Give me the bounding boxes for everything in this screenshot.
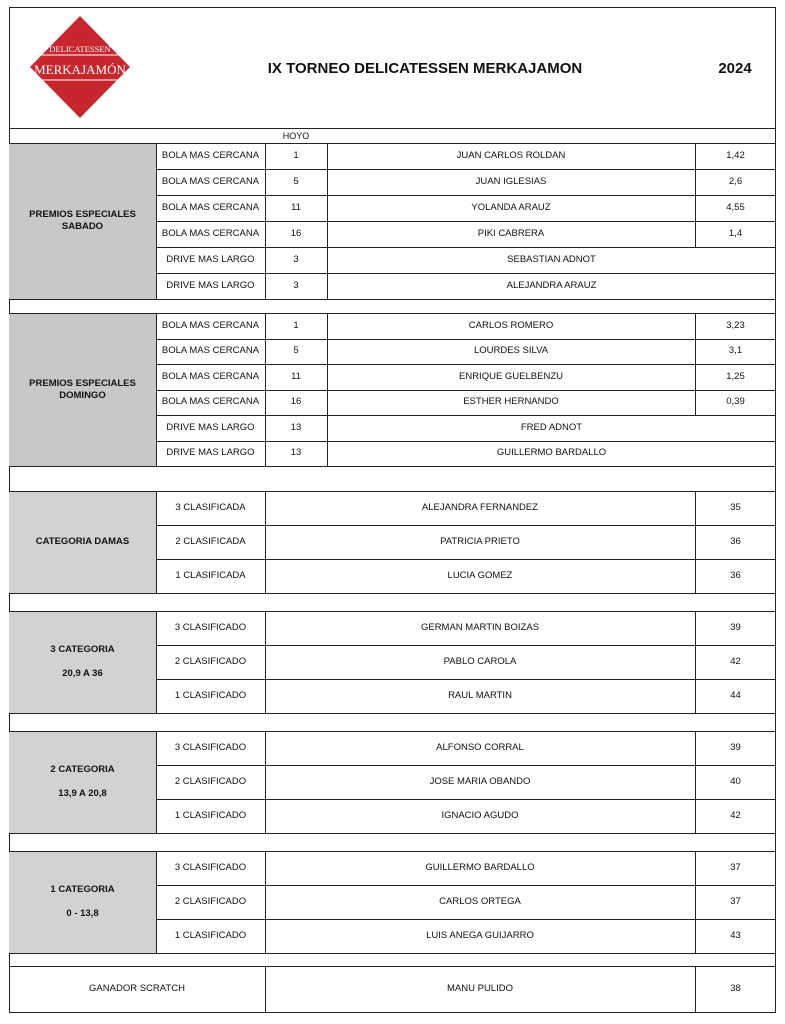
prize-type: DRIVE MAS LARGO [166, 254, 255, 266]
place-label: 2 CLASIFICADO [174, 896, 247, 908]
hole-number: 1 [293, 319, 299, 331]
prize-type: BOLA MAS CERCANA [161, 345, 260, 357]
place-label: 2 CLASIFICADA [175, 536, 246, 548]
section-label-line: 20,9 A 36 [62, 668, 103, 679]
winner-name: JUAN CARLOS ROLDAN [456, 150, 566, 162]
prize-type: BOLA MAS CERCANA [161, 396, 260, 408]
page-title: IX TORNEO DELICATESSEN MERKAJAMON [267, 59, 583, 77]
prize-type: BOLA MAS CERCANA [161, 228, 260, 240]
hole-number: 3 [293, 280, 299, 292]
hole-number: 5 [293, 345, 299, 357]
section-label-line: PREMIOS ESPECIALES [29, 209, 136, 221]
scratch-score: 38 [730, 983, 741, 995]
player-score: 39 [730, 622, 741, 634]
section-label-line: DOMINGO [59, 389, 106, 401]
hoyo-header: HOYO [282, 130, 310, 141]
player-name: PABLO CAROLA [443, 656, 517, 668]
rule-line [695, 390, 696, 416]
player-score: 35 [730, 502, 741, 514]
winner-name: CARLOS ROMERO [468, 319, 554, 331]
player-score: 44 [730, 690, 741, 702]
player-name: ALEJANDRA FERNANDEZ [421, 502, 539, 514]
rule-line [9, 299, 776, 300]
section-label-line: PREMIOS ESPECIALES [29, 377, 136, 389]
hole-number: 3 [293, 254, 299, 266]
hole-number: 13 [290, 447, 302, 459]
place-label: 1 CLASIFICADO [174, 690, 247, 702]
hole-number: 16 [290, 228, 302, 240]
distance-value: 3,23 [726, 319, 745, 331]
player-name: GUILLERMO BARDALLO [425, 862, 535, 874]
hole-number: 11 [291, 370, 301, 382]
player-name: ALFONSO CORRAL [436, 742, 524, 754]
section-label-line: 2 CATEGORIA [50, 764, 115, 776]
prize-type: DRIVE MAS LARGO [166, 421, 255, 433]
merkajamon-logo [28, 14, 132, 120]
rule-line [695, 221, 696, 247]
logo-top-text: DELICATESSEN [49, 44, 111, 54]
distance-value: 2,6 [728, 176, 743, 188]
rule-line [9, 833, 776, 834]
place-label: 3 CLASIFICADO [174, 742, 247, 754]
place-label: 3 CLASIFICADA [175, 502, 246, 514]
distance-value: 3,1 [728, 345, 743, 357]
place-label: 1 CLASIFICADO [174, 810, 247, 822]
rule-line [695, 143, 696, 169]
section-label [9, 731, 156, 833]
winner-name: GUILLERMO BARDALLO [496, 447, 607, 459]
place-label: 3 CLASIFICADO [174, 622, 247, 634]
winner-name: ESTHER HERNANDO [463, 396, 559, 408]
player-score: 42 [730, 810, 741, 822]
player-score: 40 [730, 776, 741, 788]
section-label-line: 13,9 A 20,8 [58, 788, 107, 799]
winner-name: PIKI CABRERA [477, 228, 545, 240]
winner-name: YOLANDA ARAUZ [471, 202, 551, 214]
player-name: LUCIA GOMEZ [447, 570, 513, 582]
prize-type: DRIVE MAS LARGO [166, 447, 255, 459]
rule-line [695, 313, 696, 339]
section-label-line: 1 CATEGORIA [50, 884, 115, 896]
hole-number: 5 [293, 176, 299, 188]
place-label: 2 CLASIFICADO [174, 776, 247, 788]
prize-type: BOLA MAS CERCANA [161, 176, 260, 188]
scratch-winner: MANU PULIDO [447, 983, 513, 995]
winner-name: SEBASTIAN ADNOT [507, 254, 596, 266]
rule-line [9, 953, 776, 954]
player-score: 37 [730, 862, 741, 874]
year-label: 2024 [718, 59, 752, 77]
prize-type: BOLA MAS CERCANA [161, 150, 260, 162]
player-name: GERMAN MARTIN BOIZAS [420, 622, 540, 634]
distance-value: 1,25 [726, 370, 745, 382]
logo-main-text: MERKAJAMÓN [34, 62, 126, 77]
hole-number: 11 [291, 202, 301, 214]
player-score: 36 [730, 570, 741, 582]
distance-value: 1,42 [726, 150, 745, 162]
hole-number: 16 [290, 396, 302, 408]
rule-line [9, 593, 776, 594]
place-label: 3 CLASIFICADO [174, 862, 247, 874]
place-label: 2 CLASIFICADO [174, 656, 247, 668]
place-label: 1 CLASIFICADA [175, 570, 246, 582]
section-label-line: CATEGORIA DAMAS [35, 536, 130, 548]
rule-line [695, 364, 696, 390]
section-label [9, 143, 156, 299]
rule-line [695, 169, 696, 195]
section-label [9, 851, 156, 953]
rule-line [695, 195, 696, 221]
player-score: 39 [730, 742, 741, 754]
rule-line [695, 339, 696, 365]
player-name: LUIS ANEGA GUIJARRO [426, 930, 534, 942]
rule-line [9, 713, 776, 714]
scratch-label: GANADOR SCRATCH [89, 983, 185, 995]
prize-type: DRIVE MAS LARGO [166, 280, 255, 292]
prize-type: BOLA MAS CERCANA [161, 319, 260, 331]
section-label-line: SABADO [61, 221, 104, 232]
player-name: IGNACIO AGUDO [441, 810, 519, 822]
winner-name: LOURDES SILVA [473, 345, 549, 357]
section-label-line: 3 CATEGORIA [50, 644, 115, 656]
player-score: 36 [730, 536, 741, 548]
hole-number: 1 [293, 150, 299, 162]
winner-name: JUAN IGLESIAS [475, 176, 547, 188]
rule-line [9, 466, 776, 467]
section-label [9, 611, 156, 713]
player-name: PATRICIA PRIETO [440, 536, 520, 548]
distance-value: 0,39 [726, 396, 745, 408]
hole-number: 13 [290, 421, 302, 433]
section-label [9, 491, 156, 593]
prize-type: BOLA MAS CERCANA [161, 370, 260, 382]
section-label [9, 313, 156, 466]
player-score: 42 [730, 656, 741, 668]
winner-name: ALEJANDRA ARAUZ [506, 280, 597, 292]
prize-type: BOLA MAS CERCANA [161, 202, 260, 214]
distance-value: 4,55 [726, 202, 745, 214]
winner-name: FRED ADNOT [520, 421, 583, 433]
section-label-line: 0 - 13,8 [66, 908, 99, 919]
player-score: 43 [730, 930, 741, 942]
player-score: 37 [730, 896, 741, 908]
player-name: CARLOS ORTEGA [439, 896, 521, 908]
player-name: JOSE MARIA OBANDO [429, 776, 531, 788]
distance-value: 1,4 [728, 228, 743, 240]
winner-name: ENRIQUE GUELBENZU [459, 370, 563, 382]
place-label: 1 CLASIFICADO [174, 930, 247, 942]
player-name: RAUL MARTIN [448, 690, 512, 702]
